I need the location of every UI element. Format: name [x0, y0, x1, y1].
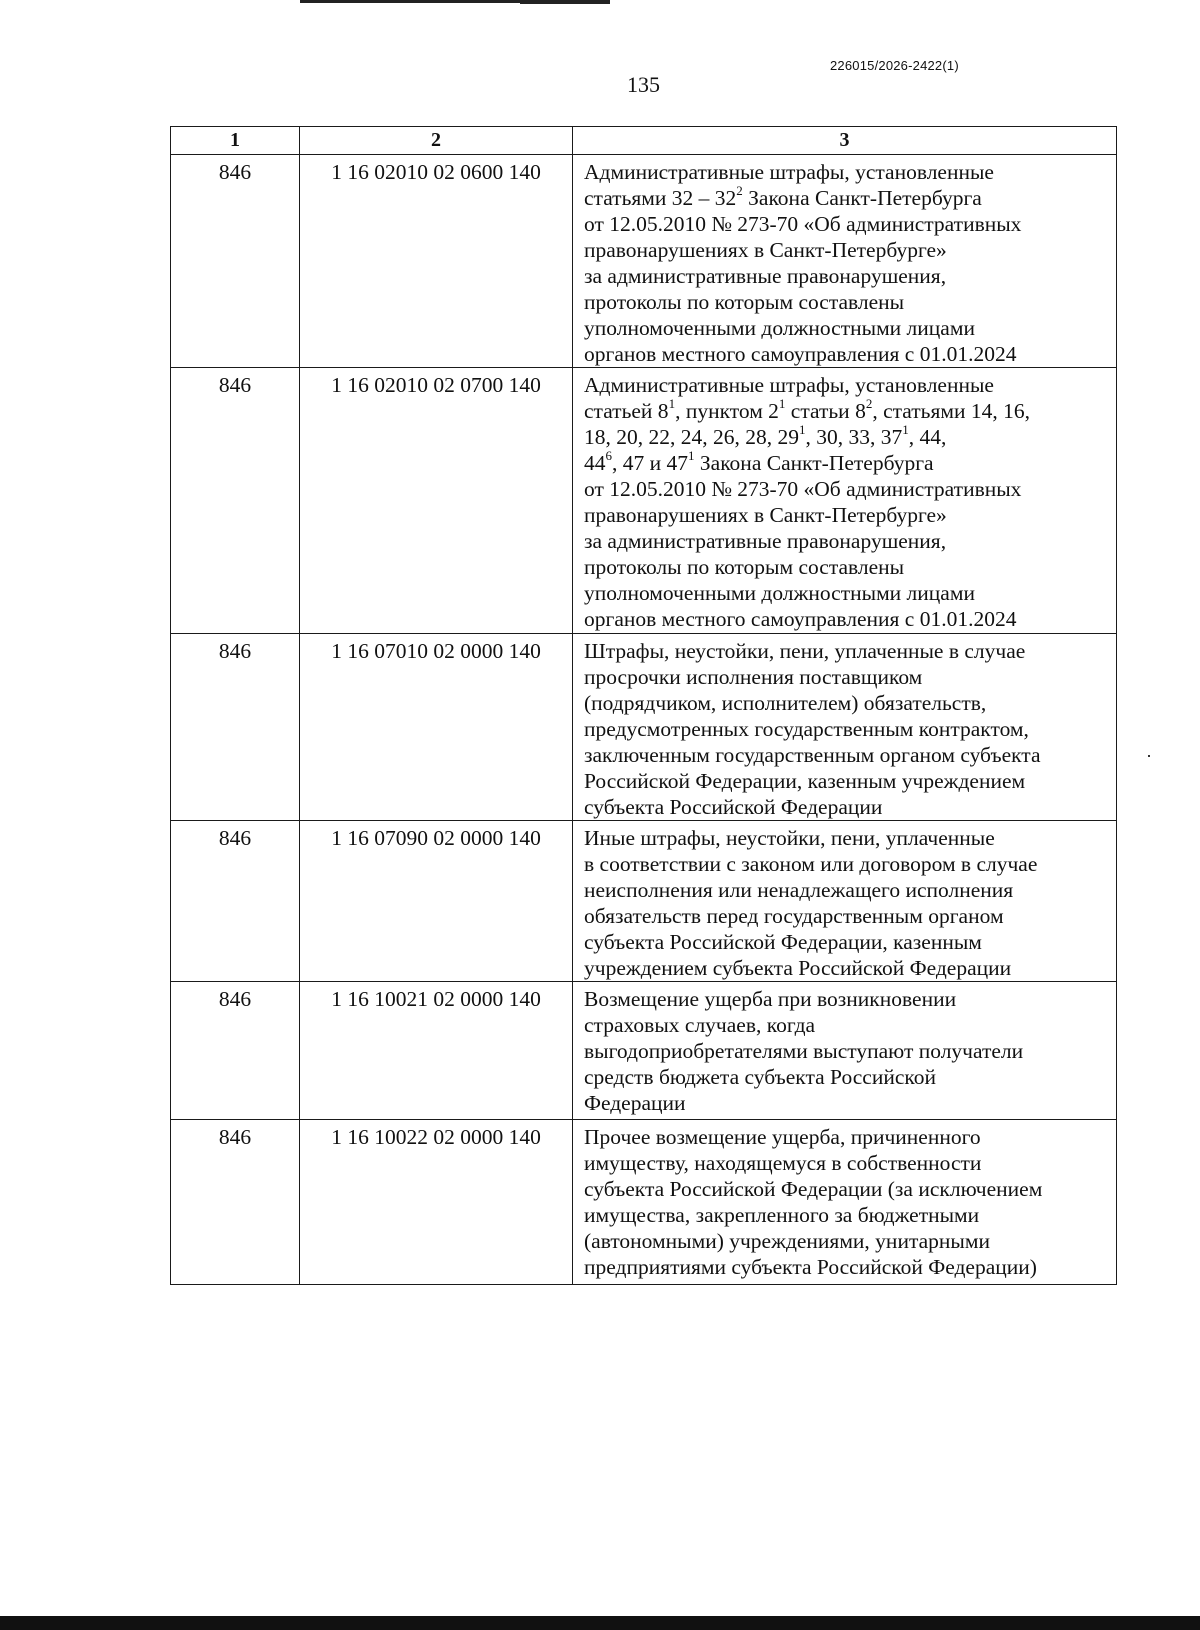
description-line: Штрафы, неустойки, пени, уплаченные в случае — [584, 639, 1026, 663]
description-line: Административные штрафы, установленные — [584, 373, 994, 397]
description-line: субъекта Российской Федерации, казенным — [584, 930, 982, 954]
description-line: уполномоченными должностными лицами — [584, 316, 975, 340]
description-cell — [573, 821, 1117, 982]
budget-code-cell: 1 16 07090 02 0000 140 — [300, 821, 573, 982]
column-header-3: 3 — [573, 127, 1117, 155]
page-number: 135 — [627, 72, 660, 97]
description-line: уполномоченными должностными лицами — [584, 581, 975, 605]
description-line: статьей $8^1$, пунктом $2^1$ статьи $8^2$, статьями 14, 16, — [584, 395, 1030, 423]
admin-code-cell: 846 — [171, 634, 300, 821]
budget-code-cell: 1 16 10022 02 0000 140 — [300, 1120, 573, 1285]
admin-code-cell: 846 — [171, 1120, 300, 1285]
description-line: 18, 20, 22, 24, 26, 28, $29^1$, 30, 33, $37^1$, 44, — [584, 421, 947, 449]
description-line: за административные правонарушения, — [584, 264, 947, 288]
table-header-row — [171, 127, 1117, 155]
description-line: просрочки исполнения поставщиком — [584, 665, 923, 689]
table-row — [171, 1120, 1117, 1285]
description-line: Федерации — [584, 1091, 686, 1115]
column-header-1: 1 — [171, 127, 300, 155]
budget-code-cell: 1 16 02010 02 0700 140 — [300, 368, 573, 634]
description-line: Прочее возмещение ущерба, причиненного — [584, 1125, 981, 1149]
description-line: Иные штрафы, неустойки, пени, уплаченные — [584, 826, 995, 850]
description-line: субъекта Российской Федерации — [584, 795, 883, 819]
admin-code-cell: 846 — [171, 982, 300, 1120]
description-line: от 12.05.2010 № 273-70 «Об административных — [584, 477, 1022, 501]
description-line: заключенным государственным органом субъекта — [584, 743, 1041, 767]
description-line: протоколы по которым составлены — [584, 290, 905, 314]
description-line: правонарушениях в Санкт-Петербурге» — [584, 238, 947, 262]
table-row — [171, 368, 1117, 634]
description-line: предприятиями субъекта Российской Федерации) — [584, 1255, 1037, 1279]
description-line: предусмотренных государственным контрактом, — [584, 717, 1029, 741]
description-line: выгодоприобретателями выступают получатели — [584, 1039, 1024, 1063]
description-line: страховых случаев, когда — [584, 1013, 816, 1037]
description-line: статьями $32 - 32^2$ Закона Санкт-Петербурга — [584, 182, 982, 210]
description-line: Российской Федерации, казенным учреждением — [584, 769, 1026, 793]
description-line: (автономными) учреждениями, унитарными — [584, 1229, 990, 1253]
description-line: обязательств перед государственным органом — [584, 904, 1004, 928]
description-line: $44^6$, 47 и $47^1$ Закона Санкт-Петербурга — [584, 447, 934, 475]
description-line: за административные правонарушения, — [584, 529, 947, 553]
table-row — [171, 155, 1117, 368]
description-line: учреждением субъекта Российской Федерации — [584, 956, 1012, 980]
description-line: в соответствии с законом или договором в случае — [584, 852, 1038, 876]
scan-bottom-edge — [0, 1616, 1200, 1630]
description-line: (подрядчиком, исполнителем) обязательств, — [584, 691, 987, 715]
description-line: неисполнения или ненадлежащего исполнения — [584, 878, 1014, 902]
admin-code-cell: 846 — [171, 155, 300, 368]
admin-code-cell: 846 — [171, 368, 300, 634]
description-line: протоколы по которым составлены — [584, 555, 905, 579]
description-line: от 12.05.2010 № 273-70 «Об административных — [584, 212, 1022, 236]
description-line: Возмещение ущерба при возникновении — [584, 987, 957, 1011]
description-line: Административные штрафы, установленные — [584, 160, 994, 184]
table-row — [171, 821, 1117, 982]
description-cell — [573, 634, 1117, 821]
description-line: органов местного самоуправления с 01.01.2024 — [584, 607, 1017, 631]
document-id: 226015/2026-2422(1) — [830, 58, 959, 73]
table-row — [171, 982, 1117, 1120]
description-cell — [573, 982, 1117, 1120]
description-line: субъекта Российской Федерации (за исключением — [584, 1177, 1043, 1201]
scan-dot — [1148, 755, 1150, 757]
top-scan-mark-2 — [520, 0, 610, 4]
description-cell — [573, 368, 1117, 634]
description-line: средств бюджета субъекта Российской — [584, 1065, 936, 1089]
description-line: органов местного самоуправления с 01.01.2024 — [584, 342, 1017, 366]
table-row — [171, 634, 1117, 821]
description-line: имущества, закрепленного за бюджетными — [584, 1203, 980, 1227]
budget-code-cell: 1 16 10021 02 0000 140 — [300, 982, 573, 1120]
admin-code-cell: 846 — [171, 821, 300, 982]
description-line: правонарушениях в Санкт-Петербурге» — [584, 503, 947, 527]
budget-code-cell: 1 16 07010 02 0000 140 — [300, 634, 573, 821]
description-cell — [573, 155, 1117, 368]
column-header-2: 2 — [300, 127, 573, 155]
budget-code-cell: 1 16 02010 02 0600 140 — [300, 155, 573, 368]
budget-codes-table — [170, 126, 1117, 1285]
description-line: имуществу, находящемуся в собственности — [584, 1151, 982, 1175]
description-cell — [573, 1120, 1117, 1285]
